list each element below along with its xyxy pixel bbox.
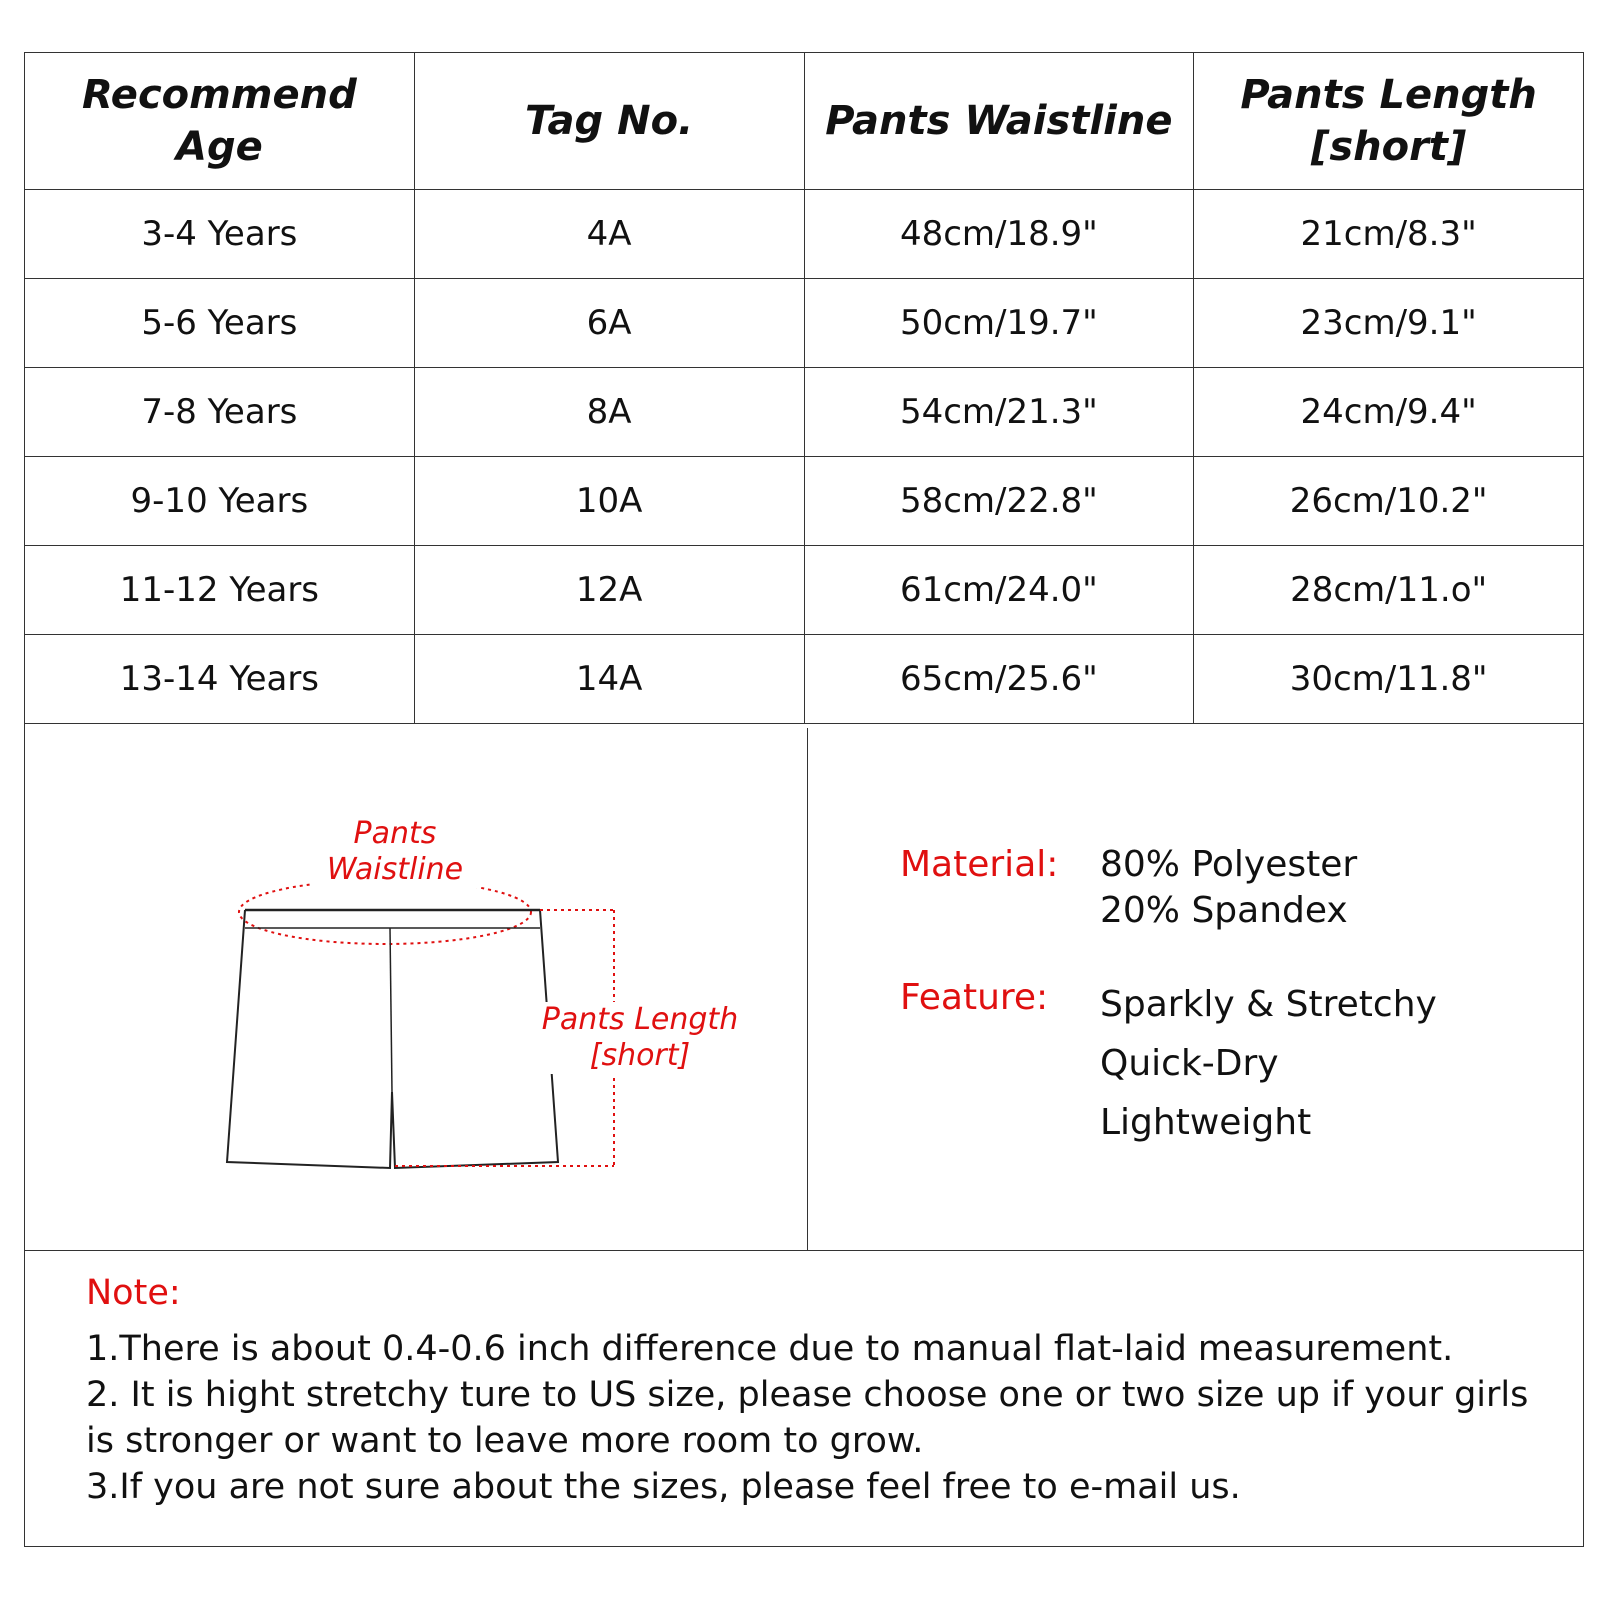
note-line-3: 3.If you are not sure about the sizes, please feel free to e-mail us.: [86, 1467, 1241, 1507]
cell-length: 28cm/11.o": [1194, 546, 1584, 635]
cell-length: 23cm/9.1": [1194, 279, 1584, 368]
table-row: [25, 279, 1584, 368]
header-recommend-age: Recommend Age: [25, 53, 415, 190]
cell-age: 11-12 Years: [25, 546, 415, 635]
length-label: Pants Length [short]: [541, 1002, 739, 1073]
cell-age: 3-4 Years: [25, 190, 415, 279]
cell-age: 7-8 Years: [25, 368, 415, 457]
cell-age: 5-6 Years: [25, 279, 415, 368]
cell-waistline: 61cm/24.0": [804, 546, 1194, 635]
table-row: [25, 190, 1584, 279]
cell-waistline: 65cm/25.6": [804, 635, 1194, 724]
cell-tag: 10A: [414, 457, 804, 546]
cell-length: 21cm/8.3": [1194, 190, 1584, 279]
cell-tag: 12A: [414, 546, 804, 635]
material-values: 80% Polyester 20% Spandex: [1100, 844, 1358, 931]
header-tag-no: Tag No.: [414, 53, 804, 190]
notes-section: [86, 1270, 1546, 1510]
cell-waistline: 48cm/18.9": [804, 190, 1194, 279]
cell-waistline: 50cm/19.7": [804, 279, 1194, 368]
shorts-diagram: [200, 816, 760, 1190]
notes-title: Note:: [86, 1273, 181, 1313]
cell-age: 9-10 Years: [25, 457, 415, 546]
cell-tag: 14A: [414, 635, 804, 724]
table-header-row: [25, 53, 1584, 190]
feature-label: Feature:: [900, 977, 1049, 1018]
material-label: Material:: [900, 844, 1059, 885]
section-divider-vertical: [807, 728, 808, 1250]
cell-tag: 6A: [414, 279, 804, 368]
waistline-label: Pants Waistline: [310, 816, 480, 888]
cell-waistline: 58cm/22.8": [804, 457, 1194, 546]
cell-tag: 4A: [414, 190, 804, 279]
note-line-1: 1.There is about 0.4-0.6 inch difference due to manual flat-laid measurement.: [86, 1329, 1454, 1369]
header-pants-length: Pants Length [short]: [1194, 53, 1584, 190]
cell-length: 24cm/9.4": [1194, 368, 1584, 457]
table-row: [25, 546, 1584, 635]
cell-waistline: 54cm/21.3": [804, 368, 1194, 457]
cell-length: 26cm/10.2": [1194, 457, 1584, 546]
table-row: [25, 457, 1584, 546]
section-divider-horizontal: [24, 1250, 1584, 1251]
table-row: [25, 368, 1584, 457]
note-line-2: 2. It is hight stretchy ture to US size, please choose one or two size up if your girls is stronger or want to leave more room to grow.: [86, 1375, 1529, 1461]
cell-age: 13-14 Years: [25, 635, 415, 724]
size-table: [24, 52, 1584, 724]
cell-length: 30cm/11.8": [1194, 635, 1584, 724]
table-row: [25, 635, 1584, 724]
cell-tag: 8A: [414, 368, 804, 457]
header-pants-waistline: Pants Waistline: [804, 53, 1194, 190]
feature-values: Sparkly & Stretchy Quick-Dry Lightweight: [1100, 984, 1437, 1143]
